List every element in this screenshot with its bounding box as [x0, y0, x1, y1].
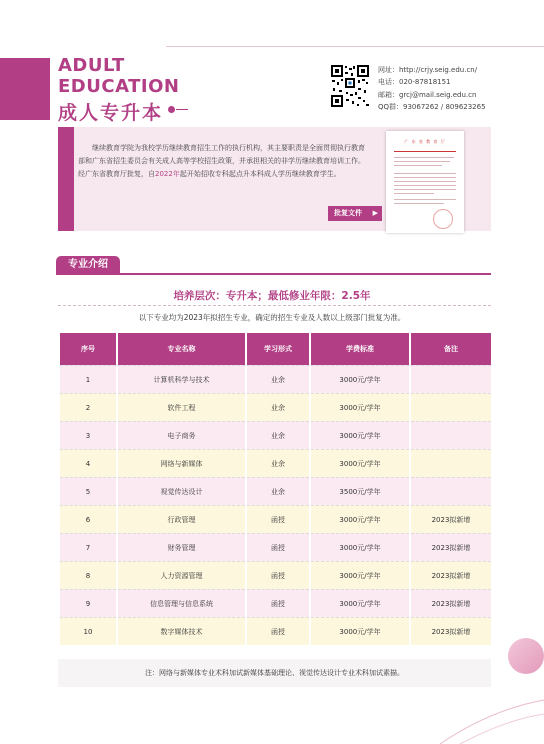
cell-tuition: 3000元/学年 [311, 561, 409, 589]
section-divider [56, 273, 491, 275]
cell-tuition: 3000元/学年 [311, 449, 409, 477]
contact-info [378, 64, 486, 113]
cell-major: 视觉传达设计 [118, 477, 245, 505]
dashed-divider [58, 305, 491, 306]
page-title: 成人专升本 [58, 102, 164, 124]
decorative-circle [508, 638, 544, 674]
table-header-row [60, 333, 491, 365]
cell-mode: 函授 [247, 561, 309, 589]
title-dot-icon [168, 106, 175, 113]
cell-remark [411, 449, 491, 477]
title-en-line1: ADULT [58, 55, 125, 76]
header-remark: 备注 [411, 333, 491, 365]
cell-major: 人力资源管理 [118, 561, 245, 589]
table-row [60, 561, 491, 589]
cell-major: 行政管理 [118, 505, 245, 533]
title-dash [176, 109, 188, 110]
cell-major: 计算机科学与技术 [118, 365, 245, 393]
approval-document-button[interactable]: 批复文件 ▶ [328, 206, 382, 221]
cell-remark: 2023拟新增 [411, 505, 491, 533]
majors-table [58, 333, 493, 645]
cell-index: 8 [60, 561, 116, 589]
cell-tuition: 3000元/学年 [311, 421, 409, 449]
cell-major: 财务管理 [118, 533, 245, 561]
cell-tuition: 3000元/学年 [311, 617, 409, 645]
cell-remark [411, 393, 491, 421]
decorative-curve [430, 690, 544, 744]
cell-remark [411, 477, 491, 505]
cell-remark: 2023拟新增 [411, 589, 491, 617]
header-rule [166, 46, 544, 47]
program-subnote: 以下专业均为2023年拟招生专业，确定的招生专业及人数以上级部门批复为准。 [138, 313, 406, 322]
cell-remark [411, 421, 491, 449]
table-row [60, 589, 491, 617]
cell-mode: 函授 [247, 533, 309, 561]
cell-tuition: 3000元/学年 [311, 589, 409, 617]
cell-index: 7 [60, 533, 116, 561]
cell-major: 网络与新媒体 [118, 449, 245, 477]
cell-major: 电子商务 [118, 421, 245, 449]
table-row [60, 421, 491, 449]
document-header: 广 东 省 教 育 厅 [404, 139, 446, 144]
table-row [60, 449, 491, 477]
cell-mode: 函授 [247, 617, 309, 645]
cell-tuition: 3000元/学年 [311, 505, 409, 533]
contact-qq: QQ群：93067262 / 809623265 [378, 102, 486, 111]
cell-index: 9 [60, 589, 116, 617]
cell-index: 3 [60, 421, 116, 449]
table-row [60, 533, 491, 561]
cell-major: 数字媒体技术 [118, 617, 245, 645]
cell-index: 4 [60, 449, 116, 477]
cell-tuition: 3500元/学年 [311, 477, 409, 505]
cell-mode: 业余 [247, 393, 309, 421]
contact-email: 邮箱：grcj@mail.seig.edu.cn [378, 90, 477, 99]
cell-mode: 业余 [247, 449, 309, 477]
cell-index: 5 [60, 477, 116, 505]
table-row [60, 365, 491, 393]
contact-phone: 电话：020-87818151 [378, 78, 451, 87]
cell-mode: 函授 [247, 589, 309, 617]
header-tuition: 学费标准 [311, 333, 409, 365]
cell-mode: 函授 [247, 505, 309, 533]
table-row [60, 393, 491, 421]
qr-code-icon [330, 64, 370, 108]
program-level: 培养层次：专升本；最低修业年限：2.5年 [173, 290, 371, 302]
contact-website: 网址：http://crjy.seig.edu.cn/ [378, 66, 478, 74]
arrow-right-icon: ▶ [372, 209, 378, 217]
cell-index: 10 [60, 617, 116, 645]
cell-remark: 2023拟新增 [411, 561, 491, 589]
cell-tuition: 3000元/学年 [311, 393, 409, 421]
table-row [60, 617, 491, 645]
cell-mode: 业余 [247, 477, 309, 505]
table-row [60, 505, 491, 533]
cell-tuition: 3000元/学年 [311, 533, 409, 561]
cell-tuition: 3000元/学年 [311, 365, 409, 393]
cell-remark: 2023拟新增 [411, 533, 491, 561]
approval-document-image [386, 131, 464, 233]
cell-index: 1 [60, 365, 116, 393]
intro-accent-bar [58, 127, 74, 231]
header-index: 序号 [60, 333, 116, 365]
cell-major: 软件工程 [118, 393, 245, 421]
header-major-name: 专业名称 [118, 333, 245, 365]
cell-mode: 业余 [247, 421, 309, 449]
header-color-block [0, 58, 50, 120]
table-footnote: 注：网络与新媒体专业术科加试新媒体基础理论、视觉传达设计专业术科加试素描。 [58, 659, 491, 687]
cell-index: 2 [60, 393, 116, 421]
intro-text: 继续教育学院为我校学历继续教育招生工作的执行机构，其主要职责是全面贯彻执行教育部和广东省招生委员会有关成人高等学校招生政策，并承担相关的非学历继续教育培训工作。经广东省教育厅批复，自2022年起开始招收专科起点升本科成人学历继续教育学生。 [78, 144, 365, 178]
cell-mode: 业余 [247, 365, 309, 393]
table-row [60, 477, 491, 505]
cell-remark: 2023拟新增 [411, 617, 491, 645]
cell-major: 信息管理与信息系统 [118, 589, 245, 617]
seal-icon [433, 209, 453, 229]
section-title: 专业介绍 [56, 256, 120, 273]
cell-index: 6 [60, 505, 116, 533]
cell-remark [411, 365, 491, 393]
header-study-mode: 学习形式 [247, 333, 309, 365]
title-en-line2: EDUCATION [58, 76, 180, 97]
